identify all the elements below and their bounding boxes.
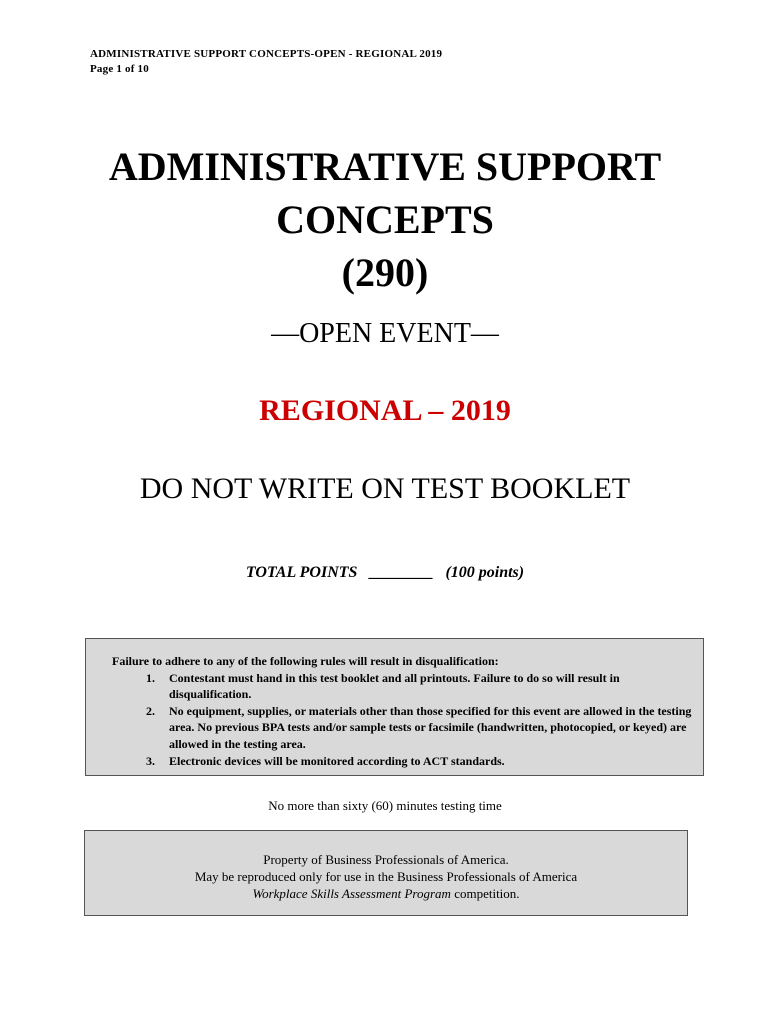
document-title — [0, 140, 770, 299]
page-number: Page 1 of 10 — [90, 63, 149, 75]
rule-item — [112, 703, 693, 753]
program-name: Workplace Skills Assessment Program — [252, 886, 451, 901]
title-line-2: CONCEPTS — [276, 197, 494, 242]
rules-box — [85, 638, 704, 776]
property-notice-box — [84, 830, 688, 916]
total-points-line — [0, 564, 770, 582]
title-line-1: ADMINISTRATIVE SUPPORT — [108, 144, 662, 189]
testing-time-note: No more than sixty (60) minutes testing time — [268, 798, 502, 813]
rules-list — [112, 670, 693, 770]
booklet-warning: DO NOT WRITE ON TEST BOOKLET — [139, 472, 631, 505]
rule-number: 2. — [146, 703, 155, 718]
rule-number: 1. — [146, 670, 155, 685]
rule-text: No equipment, supplies, or materials other than those specified for this event are allowed in the testing area. No previous BPA tests and/or sample tests or facsimile (handwritten, photocopied, or keyed) are allowed in the testing area. — [169, 703, 692, 751]
running-header-title: ADMINISTRATIVE SUPPORT CONCEPTS-OPEN - REGIONAL 2019 — [90, 48, 443, 60]
rule-item — [112, 670, 693, 703]
total-points-blank: ________ — [369, 564, 434, 581]
total-points-label: TOTAL POINTS — [245, 564, 358, 581]
rule-item — [112, 753, 693, 770]
rule-number: 3. — [146, 753, 155, 768]
event-type-label: —OPEN EVENT— — [271, 318, 499, 349]
rule-text: Electronic devices will be monitored according to ACT standards. — [169, 753, 505, 768]
property-line-2: May be reproduced only for use in the Business Professionals of America — [194, 869, 578, 884]
regional-year-label: REGIONAL – 2019 — [259, 394, 511, 427]
property-line-1: Property of Business Professionals of America. — [263, 852, 509, 867]
rule-text: Contestant must hand in this test booklet and all printouts. Failure to do so will result in disqualification. — [169, 670, 620, 702]
rules-intro: Failure to adhere to any of the following rules will result in disqualification: — [112, 654, 499, 668]
property-line-3-rest: competition. — [450, 886, 520, 901]
property-line-3 — [85, 885, 687, 902]
total-points-max: (100 points) — [445, 564, 525, 581]
title-line-3: (290) — [341, 250, 429, 295]
